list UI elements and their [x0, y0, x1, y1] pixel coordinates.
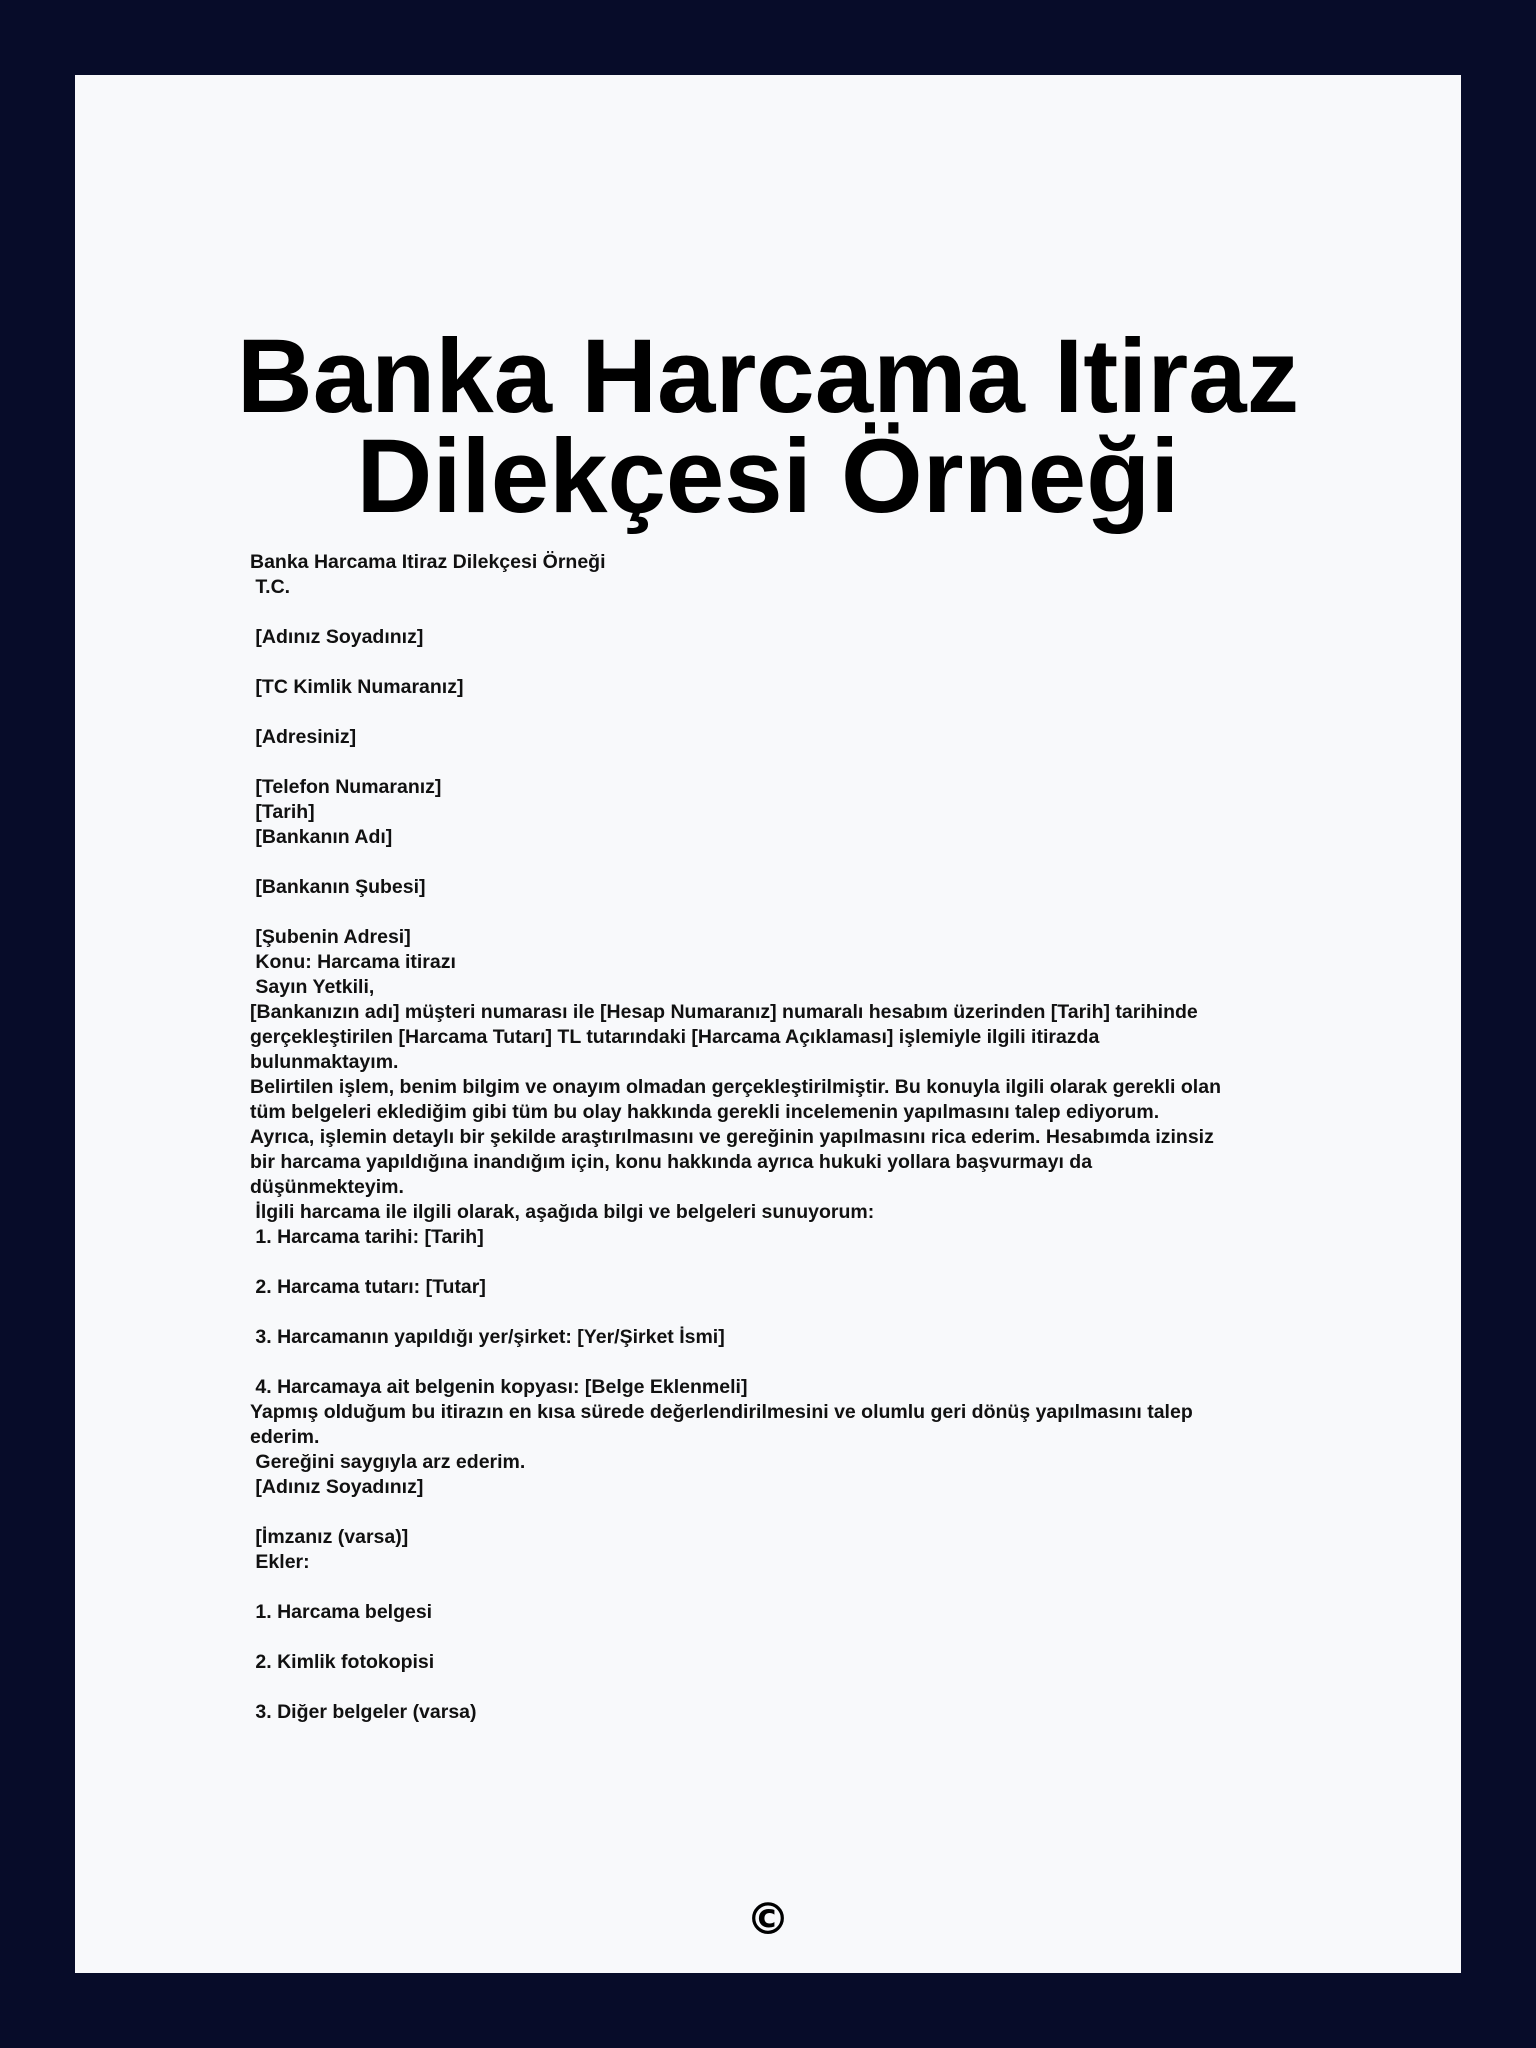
document-line: Konu: Harcama itirazı	[250, 951, 456, 973]
document-line: bir harcama yapıldığına inandığım için, konu hakkında ayrıca hukuki yollara başvurmayı da	[250, 1151, 1093, 1173]
blank-line	[250, 1350, 1290, 1375]
document-line: [Adresiniz]	[250, 726, 357, 748]
document-line: Belirtilen işlem, benim bilgim ve onayım olmadan gerçekleştirilmiştir. Bu konuyla ilgili olarak gerekli olan	[250, 1076, 1221, 1098]
document-line: bulunmaktayım.	[250, 1051, 399, 1073]
document-line: Banka Harcama Itiraz Dilekçesi Örneği	[250, 551, 606, 573]
blank-line	[250, 1500, 1290, 1525]
document-line: 3. Harcamanın yapıldığı yer/şirket: [Yer/Şirket İsmi]	[250, 1326, 725, 1348]
document-line: Ekler:	[250, 1551, 310, 1573]
document-line: [Adınız Soyadınız]	[250, 626, 424, 648]
blank-line	[250, 900, 1290, 925]
document-line: 3. Diğer belgeler (varsa)	[250, 1701, 477, 1723]
document-line: Ayrıca, işlemin detaylı bir şekilde araştırılmasını ve gereğinin yapılmasını rica ederim. Hesabımda izinsiz	[250, 1126, 1214, 1148]
document-line: tüm belgeleri eklediğim gibi tüm bu olay hakkında gerekli incelemenin yapılmasını talep ediyorum.	[250, 1101, 1160, 1123]
document-line: İlgili harcama ile ilgili olarak, aşağıda bilgi ve belgeleri sunuyorum:	[250, 1201, 875, 1223]
document-line: 1. Harcama belgesi	[250, 1601, 433, 1623]
document-line: 2. Kimlik fotokopisi	[250, 1651, 435, 1673]
document-line: düşünmekteyim.	[250, 1176, 404, 1198]
document-line: [Bankanızın adı] müşteri numarası ile [Hesap Numaranız] numaralı hesabım üzerinden [Tarih] tarihinde	[250, 1001, 1198, 1023]
copyright-icon: ©	[746, 1894, 790, 1945]
blank-line	[250, 750, 1290, 775]
document-line: [Tarih]	[250, 801, 315, 823]
document-line: [Telefon Numaranız]	[250, 776, 442, 798]
blank-line	[250, 850, 1290, 875]
document-line: T.C.	[250, 576, 291, 598]
document-body	[250, 550, 1290, 1725]
title-line-1: Banka Harcama Itiraz	[236, 318, 1300, 435]
document-line: [Bankanın Adı]	[250, 826, 393, 848]
document-line: [Şubenin Adresi]	[250, 926, 411, 948]
document-line: [Bankanın Şubesi]	[250, 876, 426, 898]
document-title	[75, 318, 1461, 535]
blank-line	[250, 1575, 1290, 1600]
document-line: gerçekleştirilen [Harcama Tutarı] TL tutarındaki [Harcama Açıklaması] işlemiyle ilgili itirazda	[250, 1026, 1100, 1048]
document-line: [Adınız Soyadınız]	[250, 1476, 424, 1498]
blank-line	[250, 600, 1290, 625]
document-line: Sayın Yetkili,	[250, 976, 375, 998]
title-line-2: Dilekçesi Örneği	[356, 418, 1180, 535]
document-line: 2. Harcama tutarı: [Tutar]	[250, 1276, 486, 1298]
document-line: 1. Harcama tarihi: [Tarih]	[250, 1226, 484, 1248]
blank-line	[250, 1250, 1290, 1275]
blank-line	[250, 650, 1290, 675]
blank-line	[250, 1675, 1290, 1700]
blank-line	[250, 1625, 1290, 1650]
blank-line	[250, 700, 1290, 725]
document-line: ederim.	[250, 1426, 320, 1448]
document-line: Yapmış olduğum bu itirazın en kısa sürede değerlendirilmesini ve olumlu geri dönüş yapılmasını talep	[250, 1401, 1193, 1423]
document-page	[75, 75, 1461, 1973]
document-line: [İmzanız (varsa)]	[250, 1526, 409, 1548]
document-line: Gereğini saygıyla arz ederim.	[250, 1451, 526, 1473]
blank-line	[250, 1300, 1290, 1325]
document-line: 4. Harcamaya ait belgenin kopyası: [Belge Eklenmeli]	[250, 1376, 748, 1398]
document-line: [TC Kimlik Numaranız]	[250, 676, 464, 698]
